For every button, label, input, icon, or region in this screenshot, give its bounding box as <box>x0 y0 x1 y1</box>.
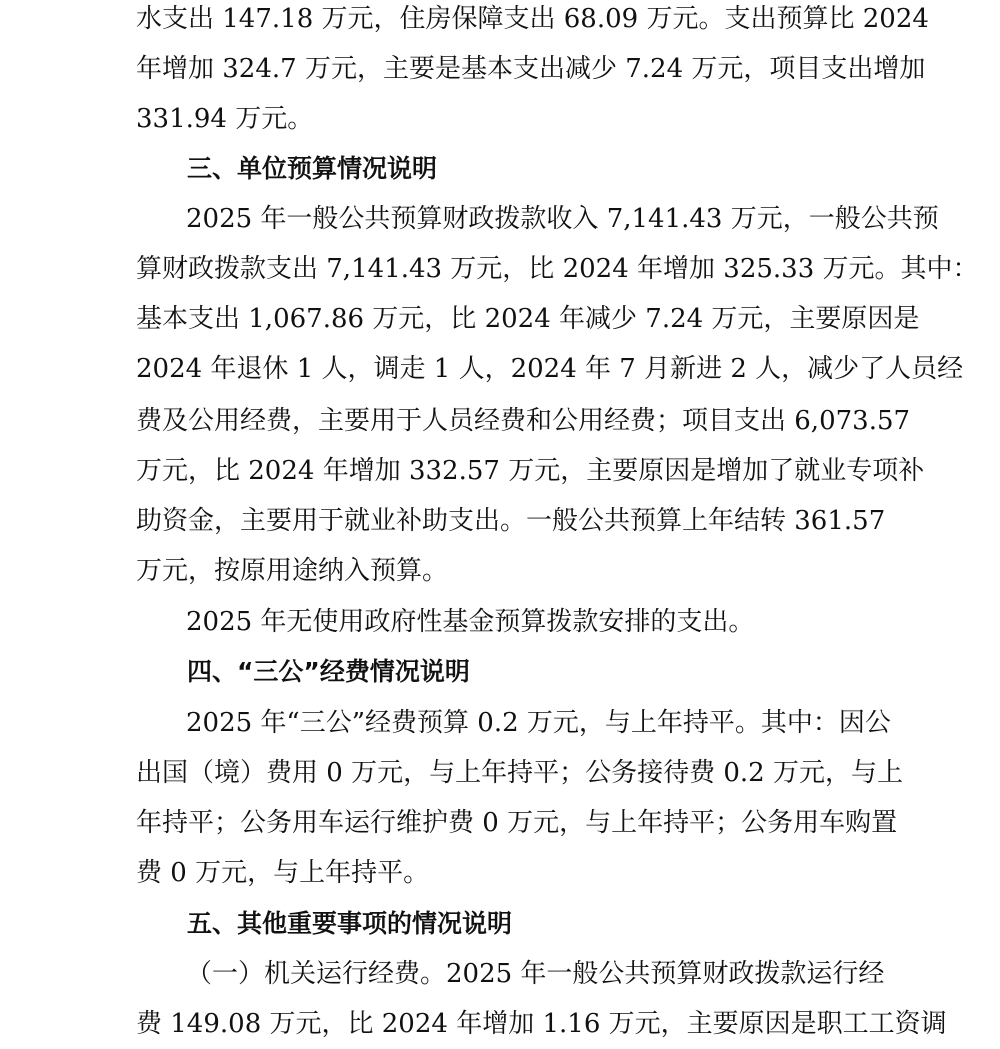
text-line: （一）机关运行经费。2025 年一般公共预算财政拨款运行经 <box>186 959 885 989</box>
heading-text: 五、其他重要事项的情况说明 <box>187 909 513 938</box>
paragraph-line <box>0 446 1000 496</box>
text-line: 费及公用经费，主要用于人员经费和公用经费；项目支出 6,073.57 <box>136 406 911 436</box>
paragraph-line <box>0 748 1000 798</box>
paragraph-line <box>0 999 1000 1049</box>
paragraph-line <box>0 0 1000 44</box>
paragraph-line <box>0 698 1000 748</box>
paragraph-line <box>0 597 1000 647</box>
text-line: 2025 年无使用政府性基金预算拨款安排的支出。 <box>186 607 755 637</box>
section-heading-4 <box>0 647 1000 697</box>
paragraph-line <box>0 798 1000 848</box>
text-line: 水支出 147.18 万元，住房保障支出 68.09 万元。支出预算比 2024 <box>136 4 929 34</box>
text-line: 助资金，主要用于就业补助支出。一般公共预算上年结转 361.57 <box>136 506 886 536</box>
text-line: 年增加 324.7 万元，主要是基本支出减少 7.24 万元，项目支出增加 <box>136 54 926 84</box>
paragraph-line <box>0 396 1000 446</box>
text-line: 万元，比 2024 年增加 332.57 万元，主要原因是增加了就业专项补 <box>136 456 925 486</box>
paragraph-line <box>0 294 1000 344</box>
paragraph-line <box>0 848 1000 898</box>
paragraph-line <box>0 949 1000 999</box>
text-line: 出国（境）费用 0 万元，与上年持平；公务接待费 0.2 万元，与上 <box>136 758 903 788</box>
text-line: 算财政拨款支出 7,141.43 万元，比 2024 年增加 325.33 万元。其中： <box>136 254 979 284</box>
text-line: 2025 年一般公共预算财政拨款收入 7,141.43 万元，一般公共预 <box>186 204 939 234</box>
section-heading-3 <box>0 144 1000 194</box>
text-line: 331.94 万元。 <box>136 104 314 134</box>
text-line: 基本支出 1,067.86 万元，比 2024 年减少 7.24 万元，主要原因是 <box>136 304 920 334</box>
paragraph-line <box>0 496 1000 546</box>
text-line: 费 0 万元，与上年持平。 <box>136 858 430 888</box>
heading-text: 四、“三公”经费情况说明 <box>187 657 470 686</box>
paragraph-line <box>0 344 1000 394</box>
paragraph-line <box>0 546 1000 596</box>
text-line: 2025 年“三公”经费预算 0.2 万元，与上年持平。其中：因公 <box>186 708 891 738</box>
text-line: 费 149.08 万元，比 2024 年增加 1.16 万元，主要原因是职工工资调 <box>136 1009 947 1039</box>
text-line: 万元，按原用途纳入预算。 <box>136 556 449 586</box>
text-line: 年持平；公务用车运行维护费 0 万元，与上年持平；公务用车购置 <box>136 808 898 838</box>
paragraph-line <box>0 94 1000 144</box>
section-heading-5 <box>0 899 1000 949</box>
text-line: 2024 年退休 1 人，调走 1 人，2024 年 7 月新进 2 人，减少了人员经 <box>136 354 964 384</box>
paragraph-line <box>0 244 1000 294</box>
paragraph-line <box>0 44 1000 94</box>
paragraph-line <box>0 194 1000 244</box>
heading-text: 三、单位预算情况说明 <box>187 154 438 183</box>
